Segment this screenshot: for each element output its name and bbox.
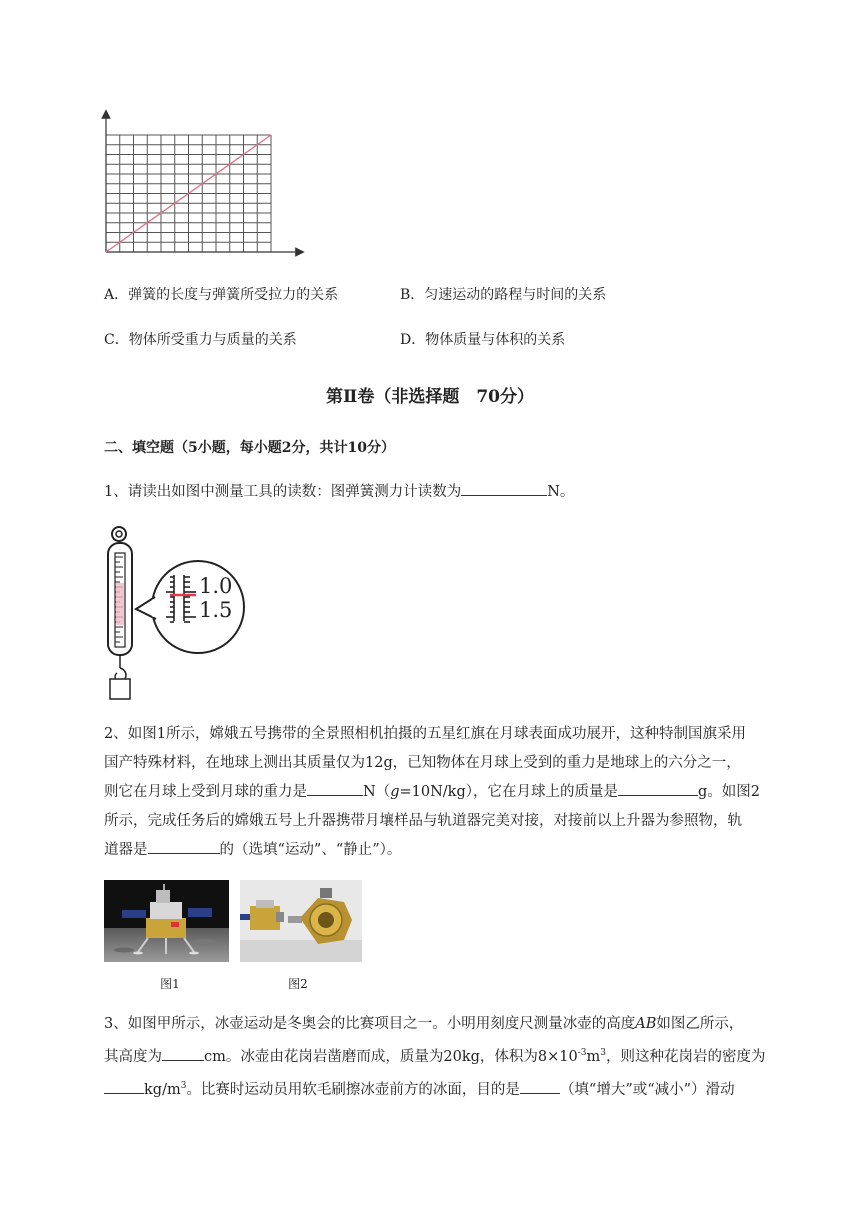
q2-line-5-b: 的（选填“运动”、“静止”）。 [219,842,402,858]
q2-line-3-b: N（ [363,784,391,800]
q3-line-3-b: 。比赛时运动员用软毛刷擦冰壶前方的冰面，目的是 [186,1081,520,1098]
q3-line-3-a: kg/m [144,1081,181,1098]
q3-exponent-2: 3 [600,1048,606,1058]
question-1 [104,478,574,507]
q3-line-2-d: ，则这种花岗岩的密度为 [605,1048,766,1065]
q3-blank-density[interactable] [104,1078,144,1094]
q3-exponent-1: -3 [577,1048,587,1058]
q3-line-1 [104,1010,804,1039]
q3-line-2 [104,1039,804,1072]
q2-line-3-c: =10N/kg），它在月球上的质量是 [399,784,618,800]
q2-line-5-a: 道器是 [104,842,148,858]
q3-line-1-a: 3、如图甲所示，冰壶运动是冬奥会的比赛项目之一。小明用刻度尺测量冰壶的高度 [104,1016,636,1032]
question-2 [104,720,804,865]
q3-blank-friction[interactable] [520,1078,560,1094]
scale-ring-inner [116,531,122,537]
q3-line-2-c: m [586,1048,601,1065]
figure-2-docking-photo [240,880,362,962]
q2-line-4: 所示，完成任务后的嫦娥五号上升器携带月壤样品与轨道器完美对接，对接前以上升器为参照物，轨 [104,813,742,829]
q3-line-3 [104,1072,804,1105]
q3-exponent-3: 3 [180,1080,187,1091]
q2-line-5 [104,836,804,865]
q2-line-3-a: 则它在月球上受到月球的重力是 [104,784,307,800]
q1-blank[interactable] [461,480,547,496]
q3-blank-height[interactable] [162,1045,204,1061]
q3-line-3-c: （填“增大”或“减小”）滑动 [559,1081,735,1098]
q2-line-3 [104,778,804,807]
spring-scale-figure [100,525,250,703]
linear-graph [96,108,306,258]
zoom-label-top: 1.0 [199,574,233,598]
figure-1-caption: 图1 [160,977,180,991]
part-heading: 二、填空题（5小题，每小题2分，共计10分） [104,440,395,456]
q3-line-2-b: cm。冰壶由花岗岩凿磨而成，质量为20kg，体积为8×10 [204,1048,578,1065]
figure-1-lander-photo [104,880,229,962]
q2-line-2: 国产特殊材料，在地球上测出其质量仅为12g，已知物体在月球上受到的重力是地球上的六分之一， [104,755,741,771]
scale-weight [110,679,130,699]
option-a: A．弹簧的长度与弹簧所受拉力的关系 [104,287,339,303]
option-c: C．物体所受重力与质量的关系 [104,332,297,348]
scale-indicator [116,583,124,625]
option-b: B．匀速运动的路程与时间的关系 [400,287,607,303]
q1-text: 1、请读出如图中测量工具的读数：图弹簧测力计读数为 [104,484,462,500]
scale-ring-outer [112,527,126,541]
q1-end: N。 [547,484,575,500]
q3-ab-symbol: AB [635,1016,657,1032]
q3-line-2-a: 其高度为 [104,1048,162,1065]
q2-blank-motion[interactable] [148,838,220,854]
zoom-label-bottom: 1.5 [199,598,233,622]
section-title: 第Ⅱ卷（非选择题 70分） [326,387,534,407]
question-3 [104,1010,804,1105]
q3-line-1-b: 如图乙所示， [656,1016,744,1032]
q2-blank-weight[interactable] [307,780,363,796]
figure-2-caption: 图2 [288,977,308,991]
option-d: D．物体质量与体积的关系 [400,332,566,348]
q2-line-3-d: g。如图2 [697,784,760,800]
q2-g-symbol: g [390,784,400,800]
q2-blank-mass[interactable] [618,780,698,796]
q2-line-1: 2、如图1所示，嫦娥五号携带的全景照相机拍摄的五星红旗在月球表面成功展开，这种特制国旗采用 [104,726,746,742]
